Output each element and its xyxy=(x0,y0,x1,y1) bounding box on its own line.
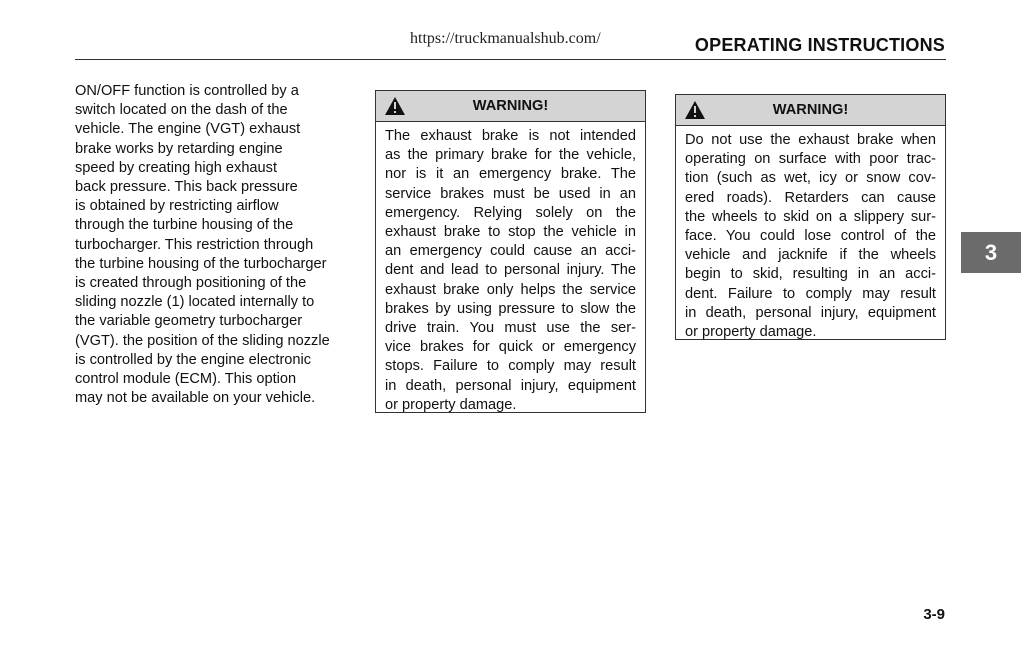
body-line: (VGT). the position of the sliding nozzle xyxy=(75,332,330,349)
body-line: brake works by retarding engine xyxy=(75,140,283,157)
body-line: is created through positioning of the xyxy=(75,275,307,292)
warning-line: vehicle and jacknife if the wheels xyxy=(685,247,936,264)
page-number: 3-9 xyxy=(923,606,945,623)
body-line: turbocharger. This restriction through xyxy=(75,236,314,253)
body-line: through the turbine housing of the xyxy=(75,217,294,234)
body-line: is controlled by the engine electronic xyxy=(75,351,312,368)
warning-box-poor-traction xyxy=(675,94,946,340)
body-line: the variable geometry turbocharger xyxy=(75,313,303,330)
warning-line: dent. Failure to comply may result xyxy=(685,285,936,302)
warning-line: nor is it an emergency brake. The xyxy=(385,166,636,183)
warning-header xyxy=(676,95,945,126)
warning-label: WARNING! xyxy=(772,102,849,118)
warning-line: begin to skid, resulting in an acci- xyxy=(685,266,936,283)
body-line: is obtained by restricting airflow xyxy=(75,198,279,215)
warning-line: Do not use the exhaust brake when xyxy=(685,132,936,148)
warning-line: or property damage. xyxy=(685,324,817,341)
warning-line: or property damage. xyxy=(385,396,517,413)
warning-line: face. You could lose control of the xyxy=(685,228,936,245)
body-line: ON/OFF function is controlled by a xyxy=(75,83,299,99)
warning-line: operating on surface with poor trac- xyxy=(685,151,936,168)
body-line: may not be available on your vehicle. xyxy=(75,390,316,407)
body-line: the turbine housing of the turbocharger xyxy=(75,255,327,272)
body-line: control module (ECM). This option xyxy=(75,371,297,388)
body-line: vehicle. The engine (VGT) exhaust xyxy=(75,121,301,138)
warning-line: ered roads). Retarders can cause xyxy=(685,189,936,206)
warning-line: tion (such as wet, icy or snow cov- xyxy=(685,170,936,187)
warning-line: emergency. Relying solely on the xyxy=(385,204,636,221)
header-url: https://truckmanualshub.com/ xyxy=(410,30,601,47)
warning-box-primary-brake xyxy=(375,90,646,413)
warning-line: exhaust brake only helps the service xyxy=(385,281,636,298)
warning-line: service brakes must be used in an xyxy=(385,185,636,202)
warning-label: WARNING! xyxy=(472,98,549,114)
header-divider xyxy=(75,59,946,60)
warning-line: The exhaust brake is not intended xyxy=(385,128,636,144)
warning-line: in death, personal injury, equipment xyxy=(685,304,936,321)
warning-line: stops. Failure to comply may result xyxy=(385,358,636,375)
body-text-column xyxy=(75,82,355,408)
warning-text xyxy=(676,126,945,342)
warning-line: the wheels to skid on a slippery sur- xyxy=(685,208,936,225)
warning-line: dent and lead to personal injury. The xyxy=(385,262,636,279)
warning-line: exhaust brake to stop the vehicle in xyxy=(385,224,636,241)
body-line: switch located on the dash of the xyxy=(75,102,288,119)
body-line: sliding nozzle (1) located internally to xyxy=(75,294,315,311)
body-line: back pressure. This back pressure xyxy=(75,179,298,196)
chapter-tab: 3 xyxy=(961,232,1021,273)
warning-line: vice brakes for quick or emergency xyxy=(385,339,636,356)
section-title: OPERATING INSTRUCTIONS xyxy=(694,35,945,55)
warning-line: drive train. You must use the ser- xyxy=(385,320,636,337)
warning-line: in death, personal injury, equipment xyxy=(385,377,636,394)
body-line: speed by creating high exhaust xyxy=(75,159,278,176)
warning-text xyxy=(376,122,645,415)
warning-line: brakes by using pressure to slow the xyxy=(385,300,636,317)
warning-line: as the primary brake for the vehicle, xyxy=(385,147,636,164)
warning-header xyxy=(376,91,645,122)
warning-line: an emergency could cause an acci- xyxy=(385,243,636,260)
